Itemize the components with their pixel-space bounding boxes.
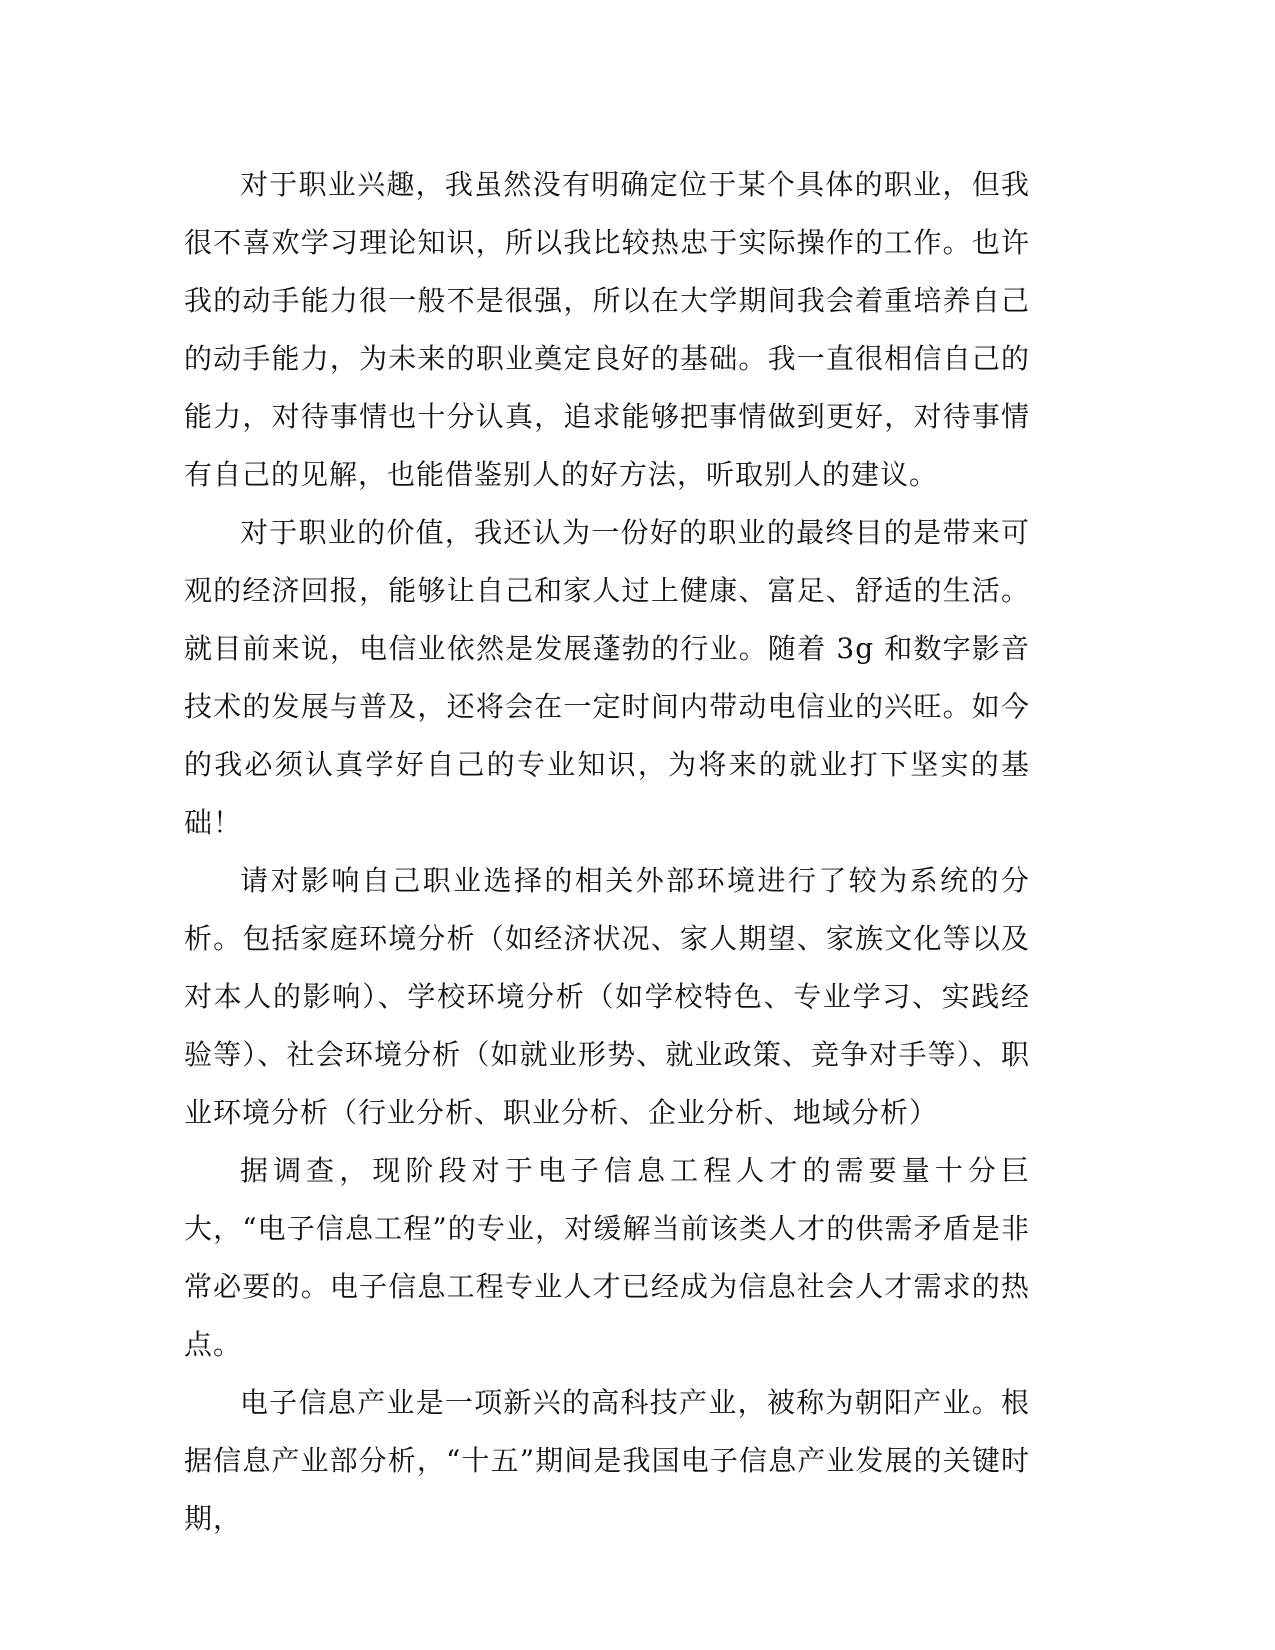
paragraph-survey: 据调查，现阶段对于电子信息工程人才的需要量十分巨大，“电子信息工程”的专业，对缓解当前该类人才的供需矛盾是非常必要的。电子信息工程专业人才已经成为信息社会人才需求的热点。 [184,1154,1030,1361]
paragraph-external-environment: 请对影响自己职业选择的相关外部环境进行了较为系统的分析。包括家庭环境分析（如经济状况、家人期望、家族文化等以及对本人的影响）、学校环境分析（如学校特色、专业学习、实践经验等）、社会环境分析（如就业形势、就业政策、竞争对手等）、职业环境分析（行业分析、职业分析、企业分析、地域分析） [184,864,1030,1129]
paragraph-career-interest: 对于职业兴趣，我虽然没有明确定位于某个具体的职业，但我很不喜欢学习理论知识，所以我比较热忠于实际操作的工作。也许我的动手能力很一般不是很强，所以在大学期间我会着重培养自己的动手能力，为未来的职业奠定良好的基础。我一直很相信自己的能力，对待事情也十分认真，追求能够把事情做到更好，对待事情有自己的见解，也能借鉴别人的好方法，听取别人的建议。 [184,168,1030,491]
document-body [184,156,1030,1548]
paragraph-career-value: 对于职业的价值，我还认为一份好的职业的最终目的是带来可观的经济回报，能够让自己和家人过上健康、富足、舒适的生活。就目前来说，电信业依然是发展蓬勃的行业。随着 3g 和数字影音技术的发展与普及，还将会在一定时间内带动电信业的兴旺。如今的我必须认真学好自己的专业知识，为将来的就业打下坚实的基础！ [184,516,1030,839]
paragraph-industry: 电子信息产业是一项新兴的高科技产业，被称为朝阳产业。根据信息产业部分析，“十五”期间是我国电子信息产业发展的关键时期， [184,1386,1030,1535]
